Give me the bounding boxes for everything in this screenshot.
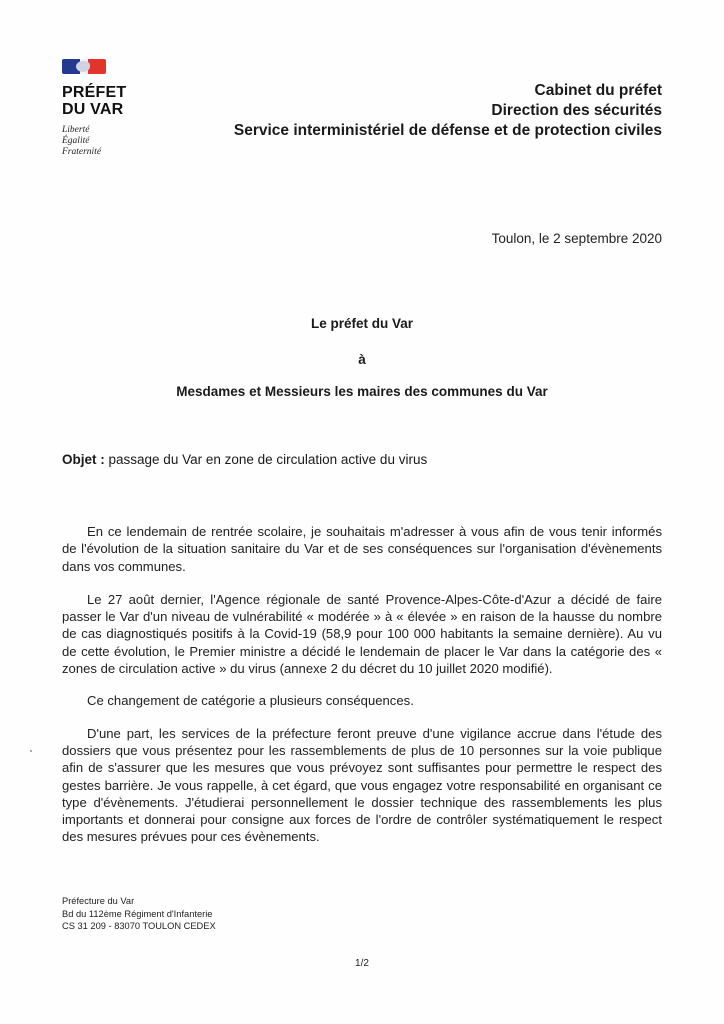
footer-line-2: Bd du 112ème Régiment d'Infanterie bbox=[62, 908, 213, 919]
header-service: Service interministériel de défense et de protection civiles bbox=[233, 122, 662, 139]
header-cabinet: Cabinet du préfet bbox=[534, 82, 662, 99]
header-direction: Direction des sécurités bbox=[491, 102, 662, 119]
footer-line-1: Préfecture du Var bbox=[62, 896, 135, 906]
marianne-flag-icon bbox=[62, 56, 108, 76]
logo-title-line1: PRÉFET bbox=[62, 84, 127, 101]
logo-title-line2: DU VAR bbox=[62, 101, 124, 118]
motto-egalite: Égalité bbox=[62, 136, 90, 146]
body-paragraph-1: En ce lendemain de rentrée scolaire, je souhaitais m'adresser à vous afin de vous tenir informés de l'évolution de la situation sanitaire du Var et de ses conséquences sur l'organisation d'évènements dans vos communes. bbox=[62, 524, 662, 574]
motto-liberte: Liberté bbox=[62, 125, 90, 135]
subject-text: passage du Var en zone de circulation active du virus bbox=[108, 452, 428, 467]
sender-department-block bbox=[234, 81, 662, 141]
letter-subject bbox=[62, 452, 427, 467]
footer-address bbox=[62, 895, 216, 933]
motto-fraternite: Fraternité bbox=[62, 147, 102, 157]
prefet-logo bbox=[62, 56, 152, 158]
body-paragraph-3: Ce changement de catégorie a plusieurs conséquences. bbox=[87, 693, 414, 709]
subject-label: Objet : bbox=[62, 452, 105, 467]
page-number: 1/2 bbox=[355, 958, 369, 969]
body-paragraph-2: Le 27 août dernier, l'Agence régionale de santé Provence-Alpes-Côte-d'Azur a décidé de faire passer le Var d'un niveau de vulnérabilité « modérée » à « élevée » en raison de la hausse du nombre de cas diagnostiqués positifs à la Covid-19 (58,9 pour 100 000 habitants la semaine dernière). Au vu de cette évolution, le Premier ministre a décidé le lendemain de placer le Var dans la catégorie des « zones de circulation active » du virus (annexe 2 du décret du 10 juillet 2020 modifié). bbox=[62, 591, 662, 677]
address-connector: à bbox=[358, 352, 366, 367]
logo-motto bbox=[62, 125, 152, 158]
scan-mark bbox=[30, 750, 32, 752]
letter-body bbox=[62, 523, 662, 861]
sender-title: Le préfet du Var bbox=[310, 316, 414, 331]
footer-line-3: CS 31 209 - 83070 TOULON CEDEX bbox=[62, 921, 216, 931]
recipients-title: Mesdames et Messieurs les maires des communes du Var bbox=[176, 384, 548, 399]
letter-date: Toulon, le 2 septembre 2020 bbox=[491, 231, 662, 246]
body-paragraph-4: D'une part, les services de la préfecture feront preuve d'une vigilance accrue dans l'étude des dossiers que vous présentez pour les rassemblements de plus de 10 personnes sur la voie publique afin de s'assurer que les mesures que vous prévoyez sont suffisantes pour permettre le respect des gestes barrière. Je vous rappelle, à cet égard, que vous engagez votre responsabilité en organisant ce type d'évènements. J'étudierai personnellement le dossier technique des rassemblements les plus importants et donnerai pour consigne aux forces de l'ordre de contrôler systématiquement le respect des mesures prévues pour ces évènements. bbox=[62, 725, 662, 845]
